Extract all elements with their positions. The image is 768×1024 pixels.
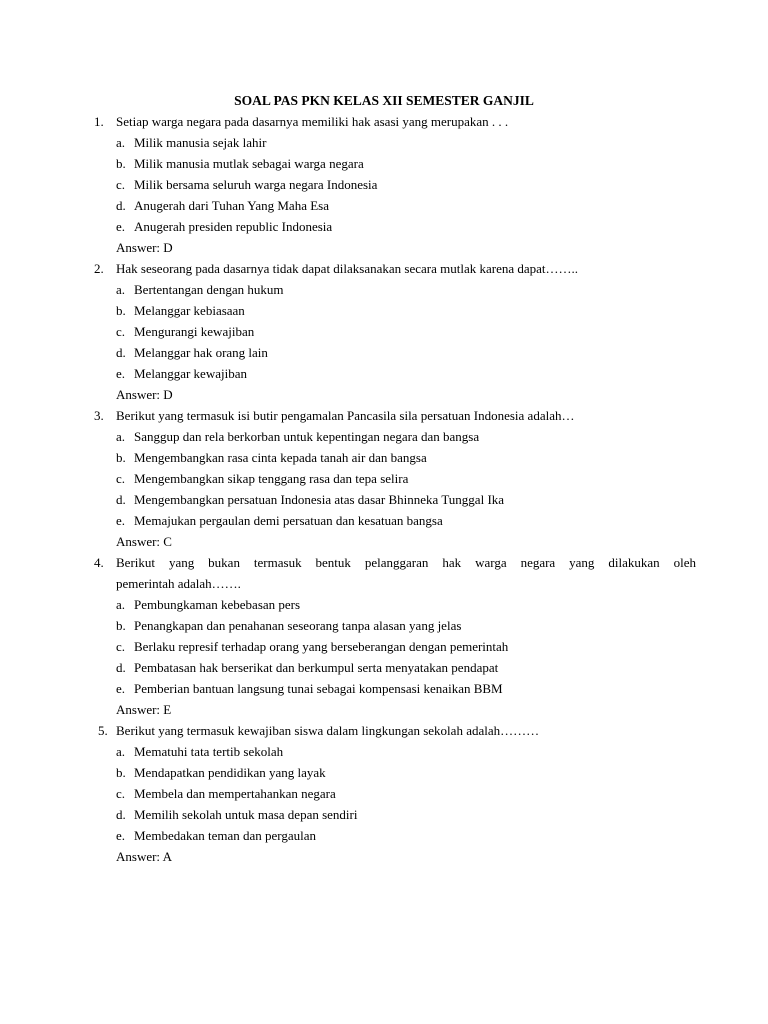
option-c [0, 174, 768, 195]
question-number: 3. [94, 408, 104, 423]
option-letter: d. [116, 345, 126, 360]
option-text: Mengurangi kewajiban [134, 324, 255, 339]
option-c [0, 783, 768, 804]
option-a [0, 132, 768, 153]
option-text: Mendapatkan pendidikan yang layak [134, 765, 326, 780]
option-text: Milik manusia mutlak sebagai warga negara [134, 156, 364, 171]
option-d [0, 804, 768, 825]
question-list [0, 111, 768, 867]
option-text: Bertentangan dengan hukum [134, 282, 284, 297]
option-text: Memajukan pergaulan demi persatuan dan kesatuan bangsa [134, 513, 443, 528]
option-text: Penangkapan dan penahanan seseorang tanpa alasan yang jelas [134, 618, 462, 633]
option-text: Mengembangkan rasa cinta kepada tanah air dan bangsa [134, 450, 427, 465]
option-letter: b. [116, 303, 126, 318]
answer-text: Answer: C [116, 534, 172, 549]
option-text: Memilih sekolah untuk masa depan sendiri [134, 807, 358, 822]
option-d [0, 342, 768, 363]
answer-text: Answer: D [116, 387, 173, 402]
option-e [0, 363, 768, 384]
option-letter: c. [116, 786, 126, 801]
option-a [0, 594, 768, 615]
option-text: Melanggar kewajiban [134, 366, 247, 381]
option-c [0, 468, 768, 489]
option-a [0, 741, 768, 762]
option-a [0, 426, 768, 447]
option-letter: b. [116, 765, 126, 780]
document-title: SOAL PAS PKN KELAS XII SEMESTER GANJIL [234, 93, 534, 108]
option-b [0, 615, 768, 636]
option-letter: c. [116, 177, 126, 192]
option-text: Berlaku represif terhadap orang yang berseberangan dengan pemerintah [134, 639, 509, 654]
option-b [0, 153, 768, 174]
question-text: Berikut yang termasuk isi butir pengamalan Pancasila sila persatuan Indonesia adalah… [116, 408, 575, 423]
option-text: Pembatasan hak berserikat dan berkumpul serta menyatakan pendapat [134, 660, 499, 675]
option-text: Mengembangkan persatuan Indonesia atas dasar Bhinneka Tunggal Ika [134, 492, 505, 507]
option-letter: a. [116, 744, 126, 759]
option-c [0, 321, 768, 342]
option-text: Membedakan teman dan pergaulan [134, 828, 317, 843]
option-d [0, 657, 768, 678]
option-b [0, 762, 768, 783]
question-number: 2. [94, 261, 104, 276]
option-letter: d. [116, 492, 126, 507]
option-d [0, 195, 768, 216]
option-letter: a. [116, 597, 126, 612]
option-letter: c. [116, 324, 126, 339]
option-text: Anugerah presiden republic Indonesia [134, 219, 333, 234]
option-letter: a. [116, 282, 126, 297]
option-text: Mengembangkan sikap tenggang rasa dan tepa selira [134, 471, 409, 486]
option-text: Melanggar hak orang lain [134, 345, 268, 360]
option-e [0, 216, 768, 237]
option-text: Melanggar kebiasaan [134, 303, 245, 318]
option-letter: b. [116, 618, 126, 633]
answer-text: Answer: A [116, 849, 172, 864]
question-3 [0, 405, 768, 426]
option-text: Pemberian bantuan langsung tunai sebagai kompensasi kenaikan BBM [134, 681, 503, 696]
option-letter: d. [116, 660, 126, 675]
question-text: Berikut yang bukan termasuk bentuk pelanggaran hak warga negara yang dilakukan oleh [116, 555, 696, 570]
option-letter: e. [116, 513, 126, 528]
answer-line [0, 531, 768, 552]
answer-line [0, 699, 768, 720]
option-text: Membela dan mempertahankan negara [134, 786, 336, 801]
option-c [0, 636, 768, 657]
question-text: Setiap warga negara pada dasarnya memiliki hak asasi yang merupakan . . . [116, 114, 509, 129]
option-e [0, 678, 768, 699]
option-letter: b. [116, 156, 126, 171]
option-b [0, 447, 768, 468]
option-letter: e. [116, 828, 126, 843]
option-letter: d. [116, 807, 126, 822]
question-2 [0, 258, 768, 279]
question-number: 1. [94, 114, 104, 129]
option-letter: d. [116, 198, 126, 213]
option-text: Pembungkaman kebebasan pers [134, 597, 301, 612]
answer-text: Answer: E [116, 702, 172, 717]
option-letter: e. [116, 681, 126, 696]
answer-line [0, 384, 768, 405]
answer-line [0, 846, 768, 867]
option-text: Anugerah dari Tuhan Yang Maha Esa [134, 198, 329, 213]
question-5 [0, 720, 768, 741]
option-a [0, 279, 768, 300]
question-4-continued [0, 573, 768, 594]
option-e [0, 825, 768, 846]
option-letter: a. [116, 135, 126, 150]
option-d [0, 489, 768, 510]
question-number: 5. [98, 723, 108, 738]
option-text: Milik manusia sejak lahir [134, 135, 267, 150]
answer-line [0, 237, 768, 258]
option-letter: c. [116, 471, 126, 486]
question-text: Berikut yang termasuk kewajiban siswa dalam lingkungan sekolah adalah……… [116, 723, 540, 738]
question-4 [0, 552, 768, 573]
question-text-continued: pemerintah adalah……. [116, 576, 241, 591]
question-number: 4. [94, 555, 104, 570]
question-text: Hak seseorang pada dasarnya tidak dapat dilaksanakan secara mutlak karena dapat…….. [116, 261, 579, 276]
option-b [0, 300, 768, 321]
option-text: Sanggup dan rela berkorban untuk kepentingan negara dan bangsa [134, 429, 480, 444]
option-letter: c. [116, 639, 126, 654]
option-letter: a. [116, 429, 126, 444]
option-letter: e. [116, 366, 126, 381]
answer-text: Answer: D [116, 240, 173, 255]
option-text: Mematuhi tata tertib sekolah [134, 744, 284, 759]
question-1 [0, 111, 768, 132]
option-letter: b. [116, 450, 126, 465]
option-text: Milik bersama seluruh warga negara Indonesia [134, 177, 378, 192]
option-e [0, 510, 768, 531]
option-letter: e. [116, 219, 126, 234]
